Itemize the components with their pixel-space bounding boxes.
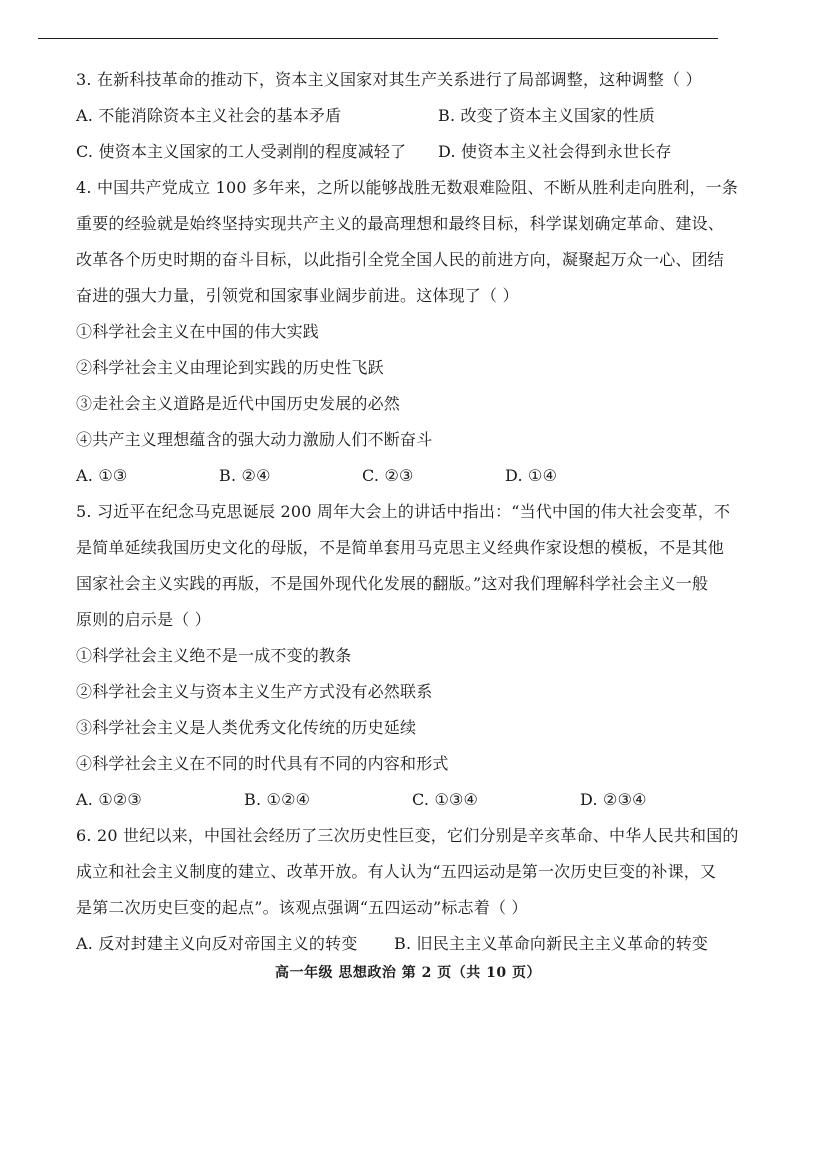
q4-option-a[interactable]: A. ①③ [76,466,128,485]
q6-stem-line-3: 是第二次历史巨变的起点”。该观点强调“五四运动”标志着（ ） [76,898,528,917]
q5-statement-1: ①科学社会主义绝不是一成不变的教条 [76,646,352,665]
exam-content [76,62,739,962]
q6-stem-line-2: 成立和社会主义制度的建立、改革开放。有人认为“五四运动是第一次历史巨变的补课，又 [76,862,717,881]
q4-option-c[interactable]: C. ②③ [362,466,414,485]
q3-option-d[interactable]: D. 使资本主义社会得到永世长存 [438,142,672,161]
q4-statement-2: ②科学社会主义由理论到实践的历史性飞跃 [76,358,384,377]
q3-options-row-1 [76,98,716,134]
q6-stem-line-1: 6. 20 世纪以来，中国社会经历了三次历史性巨变，它们分别是辛亥革命、中华人民共和国的 [76,826,739,845]
q5-stem-line-1: 5. 习近平在纪念马克思诞辰 200 周年大会上的讲话中指出：“当代中国的伟大社会变革，不 [76,502,731,521]
q5-stem-line-2: 是简单延续我国历史文化的母版，不是简单套用马克思主义经典作家设想的模板，不是其他 [76,538,725,557]
q3-option-b[interactable]: B. 改变了资本主义国家的性质 [438,106,655,125]
q4-statement-1: ①科学社会主义在中国的伟大实践 [76,322,320,341]
q5-options-row [76,782,716,818]
q5-option-b[interactable]: B. ①②④ [244,790,311,809]
q3-options-row-2 [76,134,716,170]
q5-statement-2: ②科学社会主义与资本主义生产方式没有必然联系 [76,682,433,701]
q5-option-d[interactable]: D. ②③④ [580,790,647,809]
q5-stem-line-4: 原则的启示是（ ） [76,610,211,629]
q4-stem-line-4: 奋进的强大力量，引领党和国家事业阔步前进。这体现了（ ） [76,286,519,305]
q5-option-a[interactable]: A. ①②③ [76,790,142,809]
q4-stem-line-1: 4. 中国共产党成立 100 多年来，之所以能够战胜无数艰难险阻、不断从胜利走向胜利，一条 [76,178,739,197]
q3-stem: 3. 在新科技革命的推动下，资本主义国家对其生产关系进行了局部调整，这种调整（ ） [76,70,702,89]
q4-option-d[interactable]: D. ①④ [505,466,558,485]
q5-statement-4: ④科学社会主义在不同的时代具有不同的内容和形式 [76,754,449,773]
q5-option-c[interactable]: C. ①③④ [412,790,479,809]
q4-option-b[interactable]: B. ②④ [219,466,271,485]
q4-statement-3: ③走社会主义道路是近代中国历史发展的必然 [76,394,401,413]
q6-options-row-1 [76,926,716,962]
q3-option-c[interactable]: C. 使资本主义国家的工人受剥削的程度减轻了 [76,142,407,161]
q6-option-b[interactable]: B. 旧民主主义革命向新民主主义革命的转变 [394,934,709,953]
page-footer: 高一年级 思想政治 第 2 页（共 10 页） [275,965,541,981]
q5-statement-3: ③科学社会主义是人类优秀文化传统的历史延续 [76,718,417,737]
q4-stem-line-3: 改革各个历史时期的奋斗目标，以此指引全党全国人民的前进方向，凝聚起万众一心、团结 [76,250,725,269]
q5-stem-line-3: 国家社会主义实践的再版，不是国外现代化发展的翻版。”这对我们理解科学社会主义一般 [76,574,709,593]
q6-option-a[interactable]: A. 反对封建主义向反对帝国主义的转变 [76,934,358,953]
q4-statement-4: ④共产主义理想蕴含的强大动力激励人们不断奋斗 [76,430,433,449]
q3-option-a[interactable]: A. 不能消除资本主义社会的基本矛盾 [76,106,342,125]
top-rule [38,38,718,39]
q4-options-row [76,458,716,494]
q4-stem-line-2: 重要的经验就是始终坚持实现共产主义的最高理想和最终目标，科学谋划确定革命、建设、 [76,214,725,233]
